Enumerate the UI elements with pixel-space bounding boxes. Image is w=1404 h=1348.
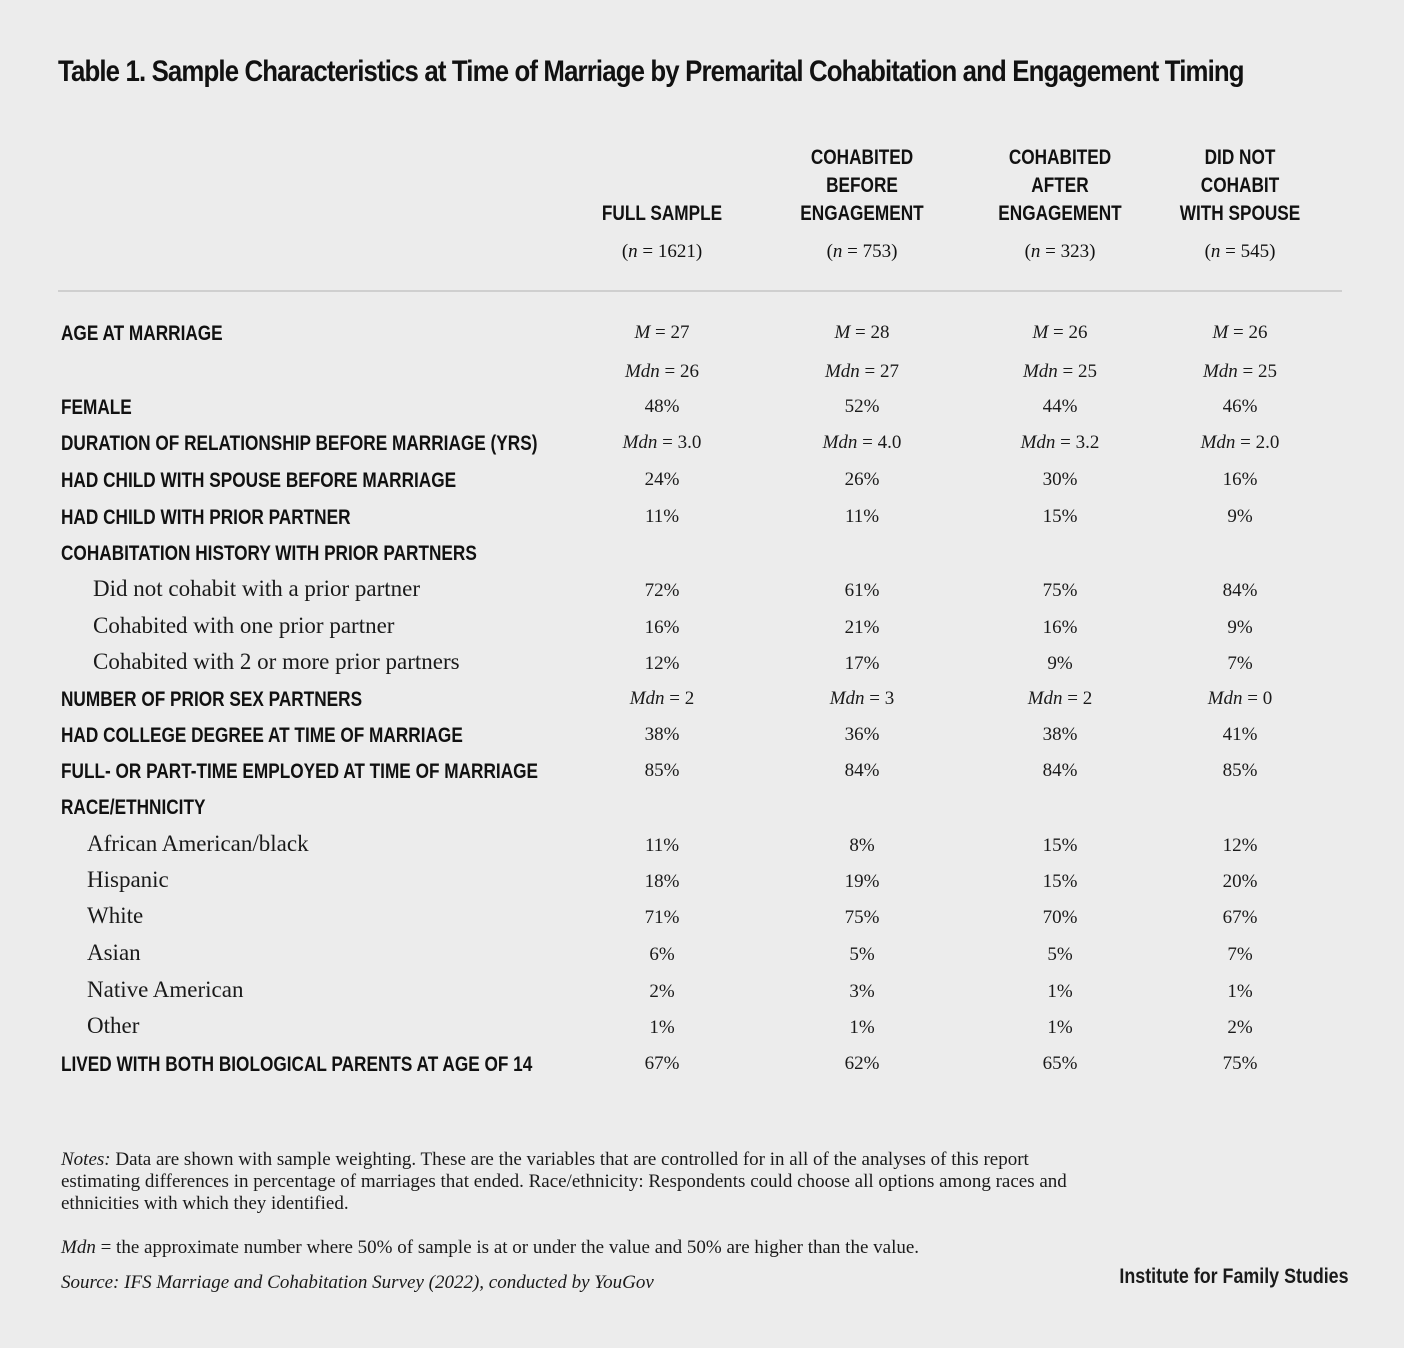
cell: Mdn = 3: [829, 688, 895, 709]
row-label: Native American: [87, 977, 244, 1002]
cell: 9%: [1227, 617, 1253, 638]
cell: Mdn = 3.0: [622, 432, 702, 453]
cell: 48%: [644, 396, 680, 417]
cell: 85%: [1222, 760, 1258, 781]
table-row: [0, 613, 1404, 653]
col-header-cohabited-after: [975, 144, 1145, 262]
table-row: [0, 506, 1404, 542]
cell: 7%: [1227, 944, 1253, 965]
col-header-line: COHABITED: [810, 146, 914, 169]
cell: 85%: [644, 760, 680, 781]
row-label: AGE AT MARRIAGE: [61, 322, 223, 345]
table-row: [0, 688, 1404, 724]
col-header-line: BEFORE: [826, 174, 898, 197]
cell: 75%: [1222, 1053, 1258, 1074]
row-label: HAD CHILD WITH PRIOR PARTNER: [61, 506, 351, 529]
cell: 12%: [644, 653, 680, 674]
cell: 52%: [844, 396, 880, 417]
cell: 65%: [1042, 1053, 1078, 1074]
cell: 38%: [644, 724, 680, 745]
table-row: [0, 432, 1404, 468]
cell: Mdn = 4.0: [822, 432, 902, 453]
row-label: NUMBER OF PRIOR SEX PARTNERS: [61, 688, 363, 711]
cell: M = 26: [1212, 322, 1268, 343]
cell: 41%: [1222, 724, 1258, 745]
row-label: White: [87, 903, 144, 928]
col-header-line: COHABITED: [1008, 146, 1112, 169]
cell: 67%: [644, 1053, 680, 1074]
cell: Mdn = 0: [1207, 688, 1273, 709]
col-header-line: ENGAGEMENT: [800, 202, 924, 225]
mdn-definition: Mdn = the approximate number where 50% of sample is at or under the value and 50% are higher than the value.: [61, 1237, 920, 1258]
cell: M = 27: [634, 322, 690, 343]
cell: Mdn = 26: [624, 361, 700, 382]
cell: 11%: [844, 506, 880, 527]
row-label: RACE/ETHNICITY: [61, 796, 206, 819]
cell: 1%: [649, 1017, 675, 1038]
col-header-line: FULL SAMPLE: [601, 202, 723, 225]
row-label: COHABITATION HISTORY WITH PRIOR PARTNERS: [61, 542, 477, 565]
table-row: [0, 724, 1404, 760]
cell: 84%: [1222, 580, 1258, 601]
cell: 9%: [1227, 506, 1253, 527]
table-row: [0, 867, 1404, 907]
cell: 26%: [844, 469, 880, 490]
col-header-line: DID NOT: [1204, 146, 1276, 169]
cell: 11%: [644, 506, 680, 527]
row-label: Hispanic: [87, 867, 169, 892]
cell: 72%: [644, 580, 680, 601]
row-label: DURATION OF RELATIONSHIP BEFORE MARRIAGE (YRS): [61, 432, 538, 455]
table-row: [0, 361, 1404, 397]
row-label: LIVED WITH BOTH BIOLOGICAL PARENTS AT AGE OF 14: [61, 1053, 533, 1076]
col-header-line: AFTER: [1031, 174, 1089, 197]
col-n: (n = 753): [826, 241, 898, 262]
table-row: [0, 469, 1404, 505]
cell: 1%: [1227, 981, 1253, 1002]
cell: 16%: [1042, 617, 1078, 638]
table-row: [0, 1053, 1404, 1089]
cell: 1%: [1047, 1017, 1073, 1038]
cell: 75%: [1042, 580, 1078, 601]
row-label: Cohabited with one prior partner: [93, 613, 395, 638]
cell: 2%: [1227, 1017, 1253, 1038]
cell: 7%: [1227, 653, 1253, 674]
cell: M = 26: [1032, 322, 1088, 343]
cell: Mdn = 25: [1022, 361, 1098, 382]
col-header-line: ENGAGEMENT: [998, 202, 1122, 225]
cell: Mdn = 27: [824, 361, 900, 382]
cell: Mdn = 2: [629, 688, 695, 709]
cell: 15%: [1042, 871, 1078, 892]
cell: 16%: [644, 617, 680, 638]
cell: 84%: [1042, 760, 1078, 781]
cell: 1%: [1047, 981, 1073, 1002]
notes-paragraph: Notes: Data are shown with sample weighting. These are the variables that are controlled for in all of the analyses of this report estimating differences in percentage of marriages that ended. Race/ethnicity: Respondents could choose all options among races and ethnicities with which they identified.: [61, 1149, 1067, 1214]
cell: 84%: [844, 760, 880, 781]
table-row: [0, 940, 1404, 980]
cell: 30%: [1042, 469, 1078, 490]
row-label: Asian: [87, 940, 141, 965]
row-label: Did not cohabit with a prior partner: [93, 576, 421, 601]
cell: 75%: [844, 907, 880, 928]
cell: 46%: [1222, 396, 1258, 417]
table-row: [0, 1013, 1404, 1053]
table-row: [0, 760, 1404, 796]
cell: 61%: [844, 580, 880, 601]
cell: 15%: [1042, 835, 1078, 856]
table-row: [0, 903, 1404, 943]
col-n: (n = 1621): [621, 241, 703, 262]
row-label: HAD COLLEGE DEGREE AT TIME OF MARRIAGE: [61, 724, 463, 747]
cell: 70%: [1042, 907, 1078, 928]
cell: 5%: [849, 944, 875, 965]
row-label: African American/black: [87, 831, 309, 856]
col-header-cohabited-before: [777, 144, 947, 262]
col-n: (n = 545): [1204, 241, 1276, 262]
row-label: FULL- OR PART-TIME EMPLOYED AT TIME OF MARRIAGE: [61, 760, 539, 783]
col-header-line: COHABIT: [1200, 174, 1280, 197]
cell: 19%: [844, 871, 880, 892]
cell: 9%: [1047, 653, 1073, 674]
cell: 16%: [1222, 469, 1258, 490]
cell: 71%: [644, 907, 680, 928]
publisher-credit: Institute for Family Studies: [1119, 1265, 1349, 1288]
cell: 5%: [1047, 944, 1073, 965]
cell: 21%: [844, 617, 880, 638]
cell: 1%: [849, 1017, 875, 1038]
cell: 24%: [644, 469, 680, 490]
cell: 15%: [1042, 506, 1078, 527]
cell: 2%: [649, 981, 675, 1002]
cell: 36%: [844, 724, 880, 745]
table-title: Table 1. Sample Characteristics at Time of Marriage by Premarital Cohabitation and Engagement Timing: [58, 55, 1244, 88]
cell: Mdn = 3.2: [1020, 432, 1100, 453]
col-header-line: WITH SPOUSE: [1179, 202, 1301, 225]
cell: 17%: [844, 653, 880, 674]
table-row: [0, 796, 1404, 832]
col-n: (n = 323): [1024, 241, 1096, 262]
cell: 3%: [849, 981, 875, 1002]
cell: 8%: [849, 835, 875, 856]
cell: 12%: [1222, 835, 1258, 856]
table-row: [0, 831, 1404, 871]
table-row: [0, 396, 1404, 432]
col-header-full-sample: [577, 200, 747, 262]
cell: M = 28: [834, 322, 890, 343]
table-row: [0, 576, 1404, 616]
source-line: Source: IFS Marriage and Cohabitation Survey (2022), conducted by YouGov: [61, 1272, 654, 1293]
cell: 6%: [649, 944, 675, 965]
row-label: FEMALE: [61, 396, 132, 419]
col-header-did-not-cohabit: [1155, 144, 1325, 262]
cell: 38%: [1042, 724, 1078, 745]
table-row: [0, 649, 1404, 689]
table-row: [0, 542, 1404, 578]
cell: 62%: [844, 1053, 880, 1074]
cell: Mdn = 25: [1202, 361, 1278, 382]
table-row: [0, 977, 1404, 1017]
table-row: [0, 322, 1404, 358]
cell: 44%: [1042, 396, 1078, 417]
cell: 11%: [644, 835, 680, 856]
cell: 67%: [1222, 907, 1258, 928]
row-label: Other: [87, 1013, 140, 1038]
row-label: HAD CHILD WITH SPOUSE BEFORE MARRIAGE: [61, 469, 457, 492]
cell: 20%: [1222, 871, 1258, 892]
cell: Mdn = 2.0: [1200, 432, 1280, 453]
header-divider: [58, 290, 1342, 292]
cell: Mdn = 2: [1027, 688, 1093, 709]
row-label: Cohabited with 2 or more prior partners: [93, 649, 460, 674]
cell: 18%: [644, 871, 680, 892]
